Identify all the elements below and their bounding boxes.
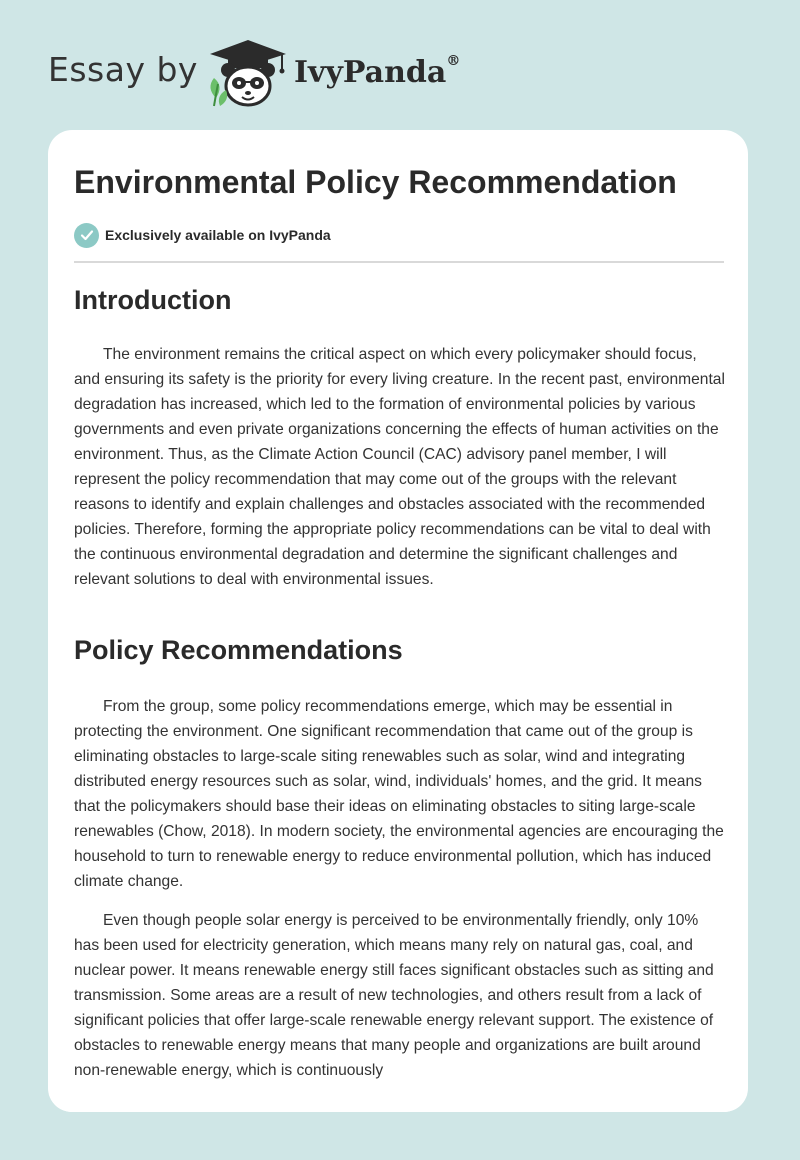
essay-card [48,130,748,1112]
section-heading-introduction: Introduction [74,285,232,315]
panda-logo-icon[interactable] [202,36,292,108]
page-title: Environmental Policy Recommendation [74,164,677,200]
paragraph: The environment remains the critical aspect on which every policymaker should focus, and ensuring its safety is the priority for every living creature. In the recent past, environmental degradation has increased, which led to the formation of environmental policies by various governments and even private organizations concerning the effects of human activities on the environment. Thus, as the Climate Action Council (CAC) advisory panel member, I will represent the policy recommendation that may come out of the groups with the relevant reasons to identify and explain challenges and obstacles associated with the recommended policies. Therefore, forming the appropriate policy recommendations can be vital to deal with the continuous environmental degradation and determine the significant challenges and relevant solutions to deal with environmental issues. [74,346,725,588]
paragraph: From the group, some policy recommendations emerge, which may be essential in protecting the environment. One significant recommendation that came out of the group is eliminating obstacles to large-scale siting renewables such as solar, wind and integrating distributed energy resources such as solar, wind, individuals' homes, and the grid. It means that the policymakers should base their ideas on eliminating obstacles to siting large-scale renewables (Chow, 2018). In modern society, the environmental agencies are encouraging the household to turn to renewable energy to reduce environmental pollution, which has induced climate change. [74,698,724,890]
brand-name[interactable] [294,55,460,90]
brand-text: IvyPanda [294,55,447,90]
exclusive-badge [74,222,331,248]
trademark-symbol: ® [446,53,461,69]
divider [74,261,724,263]
paragraph: Even though people solar energy is perceived to be environmentally friendly, only 10% has been used for electricity generation, which means many rely on natural gas, coal, and nuclear power. It means renewable energy still faces significant obstacles such as sitting and transmission. Some areas are a result of new technologies, and others result from a lack of significant policies that offer large-scale renewable energy relevant support. The existence of obstacles to renewable energy means that many people and organizations are built around non-renewable energy, which is continuously [74,912,714,1079]
exclusive-badge-label: Exclusively available on IvyPanda [105,227,331,243]
card-bottom-edge [48,1094,748,1112]
site-header [0,0,800,130]
section-heading-policy-recommendations: Policy Recommendations [74,635,403,665]
check-icon [74,223,99,248]
essay-by-label: Essay by [48,50,198,89]
